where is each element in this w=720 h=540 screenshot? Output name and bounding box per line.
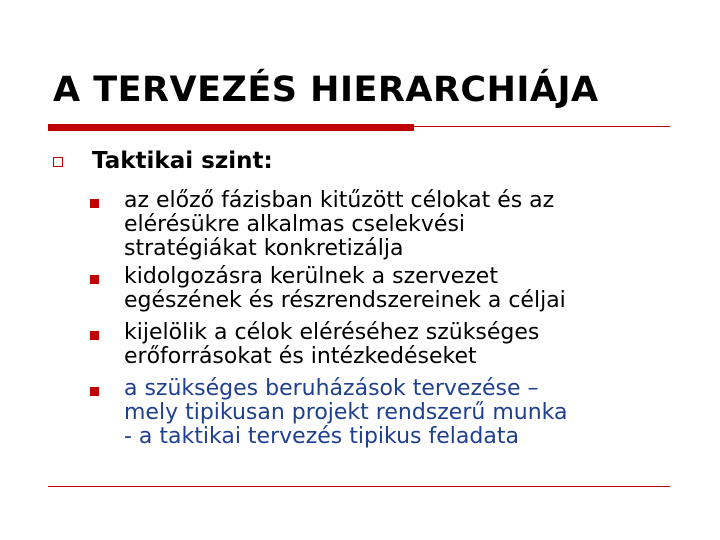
bottom-divider <box>48 486 670 487</box>
list-item-line: erőforrásokat és intézkedéseket <box>124 344 477 369</box>
list-item-line: elérésükre alkalmas cselekvési <box>124 212 466 237</box>
list-item-line: kijelölik a célok eléréséhez szükséges <box>124 320 540 345</box>
slide-title: A TERVEZÉS HIERARCHIÁJA <box>53 70 599 110</box>
filled-square-icon <box>90 199 99 208</box>
list-item <box>124 189 684 261</box>
list-item-line: kidolgozásra kerülnek a szervezet <box>124 264 498 289</box>
list-item <box>124 265 684 313</box>
list-item-line: a szükséges beruházások tervezése – <box>124 376 539 401</box>
filled-square-icon <box>90 387 99 396</box>
list-item-highlighted <box>124 377 684 449</box>
list-item-line: az előző fázisban kitűzött célokat és az <box>124 188 555 213</box>
filled-square-icon <box>90 275 99 284</box>
list-item-line: egészének és részrendszereinek a céljai <box>124 288 566 313</box>
list-item-line: - a taktikai tervezés tipikus feladata <box>124 424 519 449</box>
filled-square-icon <box>90 331 99 340</box>
list-item <box>124 321 684 369</box>
hollow-square-icon <box>53 157 63 167</box>
list-item-line: stratégiákat konkretizálja <box>124 236 404 261</box>
title-underline <box>48 122 670 132</box>
level1-heading: Taktikai szint: <box>92 148 273 174</box>
list-item-line: mely tipikusan projekt rendszerű munka <box>124 400 568 425</box>
title-underline-thick <box>48 124 414 131</box>
